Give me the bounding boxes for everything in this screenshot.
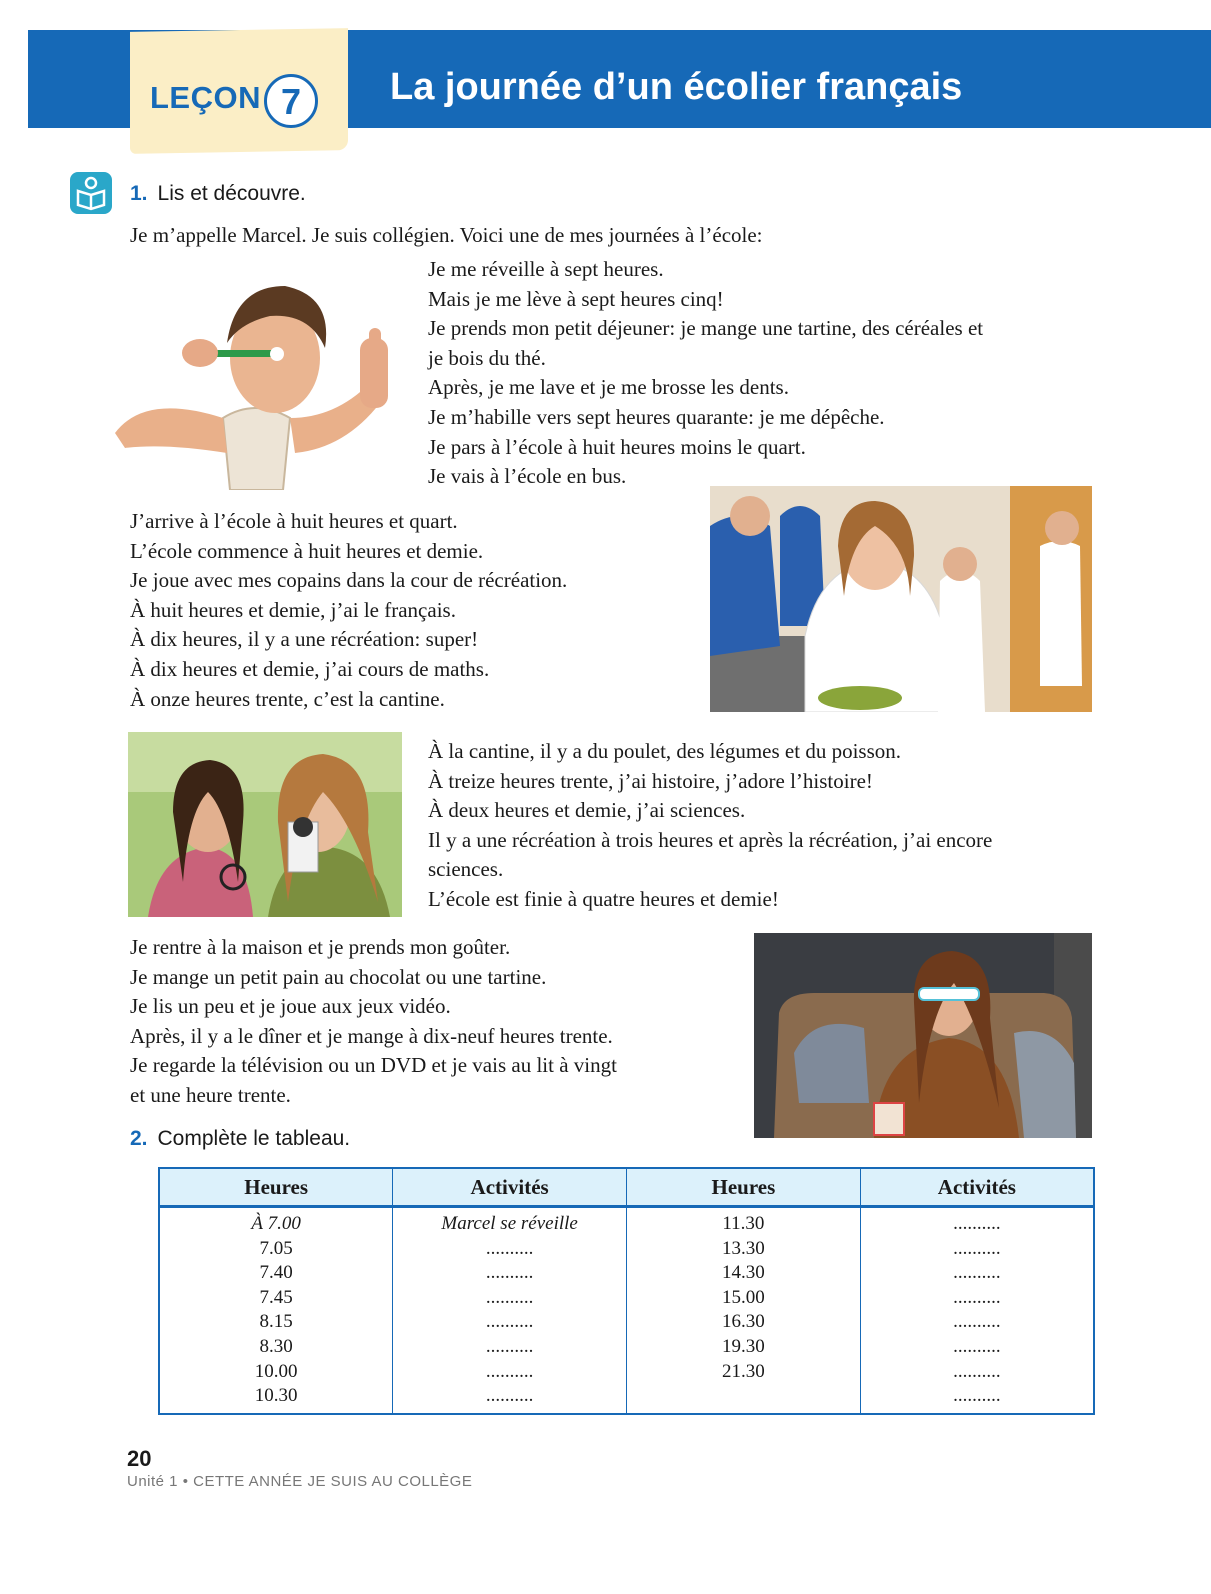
text-line: À la cantine, il y a du poulet, des légumes et du poisson. (428, 739, 901, 763)
table-cell-blank[interactable]: .......... (485, 1262, 534, 1284)
text-line: Je rentre à la maison et je prends mon goûter. (130, 935, 511, 959)
text-line: À dix heures et demie, j’ai cours de maths. (130, 656, 490, 681)
text-line: À huit heures et demie, j’ai le français. (130, 597, 456, 622)
table-cell-blank[interactable]: .......... (953, 1286, 1001, 1308)
table-column-activities-1 (393, 1207, 627, 1414)
table-cell: À 7.00 (251, 1213, 301, 1234)
table-cell-blank[interactable]: .......... (953, 1262, 1001, 1284)
intro-text: Je m’appelle Marcel. Je suis collégien. Voici une de mes journées à l’école: (130, 223, 763, 247)
table-body-row (159, 1207, 1094, 1414)
exercise-2-instruction: Complète le tableau. (157, 1127, 351, 1150)
reading-icon (70, 172, 112, 214)
table-cell-blank[interactable]: .......... (485, 1237, 534, 1259)
table-cell: 14.30 (722, 1262, 765, 1284)
table-cell: 16.30 (722, 1311, 765, 1333)
table-column-hours-2 (627, 1207, 861, 1414)
table-cell-blank[interactable]: .......... (485, 1311, 534, 1333)
table-cell: 8.30 (259, 1335, 293, 1357)
photo-school-canteen (710, 486, 1092, 712)
photo-girl-watching-tv (754, 933, 1092, 1138)
table-column-activities-2 (860, 1207, 1094, 1414)
text-line: Je vais à l’école en bus. (428, 464, 627, 489)
exercise-1-instruction: Lis et découvre. (157, 182, 306, 205)
table-cell-blank[interactable]: .......... (953, 1213, 1001, 1234)
text-line: Mais je me lève à sept heures cinq! (428, 286, 724, 311)
table-header: Activités (860, 1168, 1094, 1207)
table-cell-blank[interactable]: .......... (953, 1311, 1001, 1333)
table-cell-blank[interactable]: .......... (953, 1335, 1001, 1357)
table-cell-blank[interactable]: .......... (953, 1360, 1001, 1382)
text-line: À treize heures trente, j’ai histoire, j’adore l’histoire! (428, 768, 873, 793)
table-header: Heures (627, 1168, 861, 1207)
table-cell-blank[interactable]: .......... (485, 1360, 534, 1382)
exercise-1-title (130, 182, 306, 206)
table-cell-blank[interactable]: .......... (953, 1385, 1001, 1407)
paragraph-morning (428, 255, 983, 492)
lecon-number: 7 (264, 74, 318, 128)
table-cell: Marcel se réveille (441, 1213, 578, 1234)
table-cell: 7.40 (259, 1262, 293, 1284)
table-cell-blank[interactable]: .......... (953, 1237, 1001, 1259)
table-cell: 8.15 (259, 1311, 293, 1333)
text-line: je bois du thé. (428, 345, 546, 370)
table-cell: 19.30 (722, 1335, 765, 1357)
text-line: Après, il y a le dîner et je mange à dix-neuf heures trente. (130, 1023, 613, 1048)
paragraph-evening (130, 933, 617, 1111)
page-number: 20 (127, 1446, 152, 1471)
page-title: La journée d’un écolier français (390, 66, 963, 108)
text-line: Je joue avec mes copains dans la cour de récréation. (130, 568, 568, 593)
unit-footer: Unité 1 • CETTE ANNÉE JE SUIS AU COLLÈGE (127, 1473, 473, 1490)
text-line: sciences. (428, 857, 504, 882)
lecon-label: LEÇON (150, 80, 261, 115)
text-line: Je me réveille à sept heures. (428, 257, 664, 281)
table-cell: 7.05 (259, 1237, 293, 1259)
table-cell-blank[interactable]: .......... (485, 1286, 534, 1308)
table-cell-blank[interactable]: .......... (485, 1335, 534, 1357)
paragraph-school-morning (130, 507, 567, 714)
exercise-2-number: 2. (130, 1127, 148, 1150)
photo-girls-microscope (128, 732, 402, 917)
text-line: L’école est finie à quatre heures et demie! (428, 886, 779, 911)
table-cell: 13.30 (722, 1237, 765, 1259)
text-line: Je pars à l’école à huit heures moins le quart. (428, 434, 806, 459)
photo-boy-brushing-teeth (105, 268, 395, 490)
text-line: Je regarde la télévision ou un DVD et je vais au lit à vingt (130, 1053, 617, 1078)
table-cell: 15.00 (722, 1286, 765, 1308)
table-column-hours-1 (159, 1207, 393, 1414)
text-line: J’arrive à l’école à huit heures et quart. (130, 509, 458, 533)
text-line: À deux heures et demie, j’ai sciences. (428, 798, 746, 823)
text-line: Il y a une récréation à trois heures et après la récréation, j’ai encore (428, 827, 993, 852)
text-line: Je m’habille vers sept heures quarante: je me dépêche. (428, 404, 885, 429)
table-cell: 11.30 (722, 1213, 765, 1234)
table-header: Activités (393, 1168, 627, 1207)
text-line: À onze heures trente, c’est la cantine. (130, 686, 445, 711)
table-cell: 10.00 (254, 1360, 298, 1382)
table-header-row (159, 1168, 1094, 1207)
paragraph-afternoon (428, 737, 992, 915)
text-line: Après, je me lave et je me brosse les dents. (428, 375, 789, 400)
exercise-1-number: 1. (130, 182, 148, 205)
text-line: Je prends mon petit déjeuner: je mange une tartine, des céréales et (428, 316, 984, 341)
text-line: À dix heures, il y a une récréation: super! (130, 627, 479, 652)
table-cell: 21.30 (722, 1360, 765, 1382)
table-cell-blank[interactable]: .......... (485, 1385, 534, 1407)
exercise-2-title (130, 1127, 350, 1151)
table-cell: 10.30 (254, 1385, 298, 1407)
text-line: Je mange un petit pain au chocolat ou une tartine. (130, 964, 547, 989)
table-cell: 7.45 (259, 1286, 293, 1308)
schedule-table (158, 1167, 1095, 1415)
text-line: Je lis un peu et je joue aux jeux vidéo. (130, 994, 451, 1019)
text-line: L’école commence à huit heures et demie. (130, 538, 484, 563)
table-header: Heures (159, 1168, 393, 1207)
text-line: et une heure trente. (130, 1082, 291, 1107)
